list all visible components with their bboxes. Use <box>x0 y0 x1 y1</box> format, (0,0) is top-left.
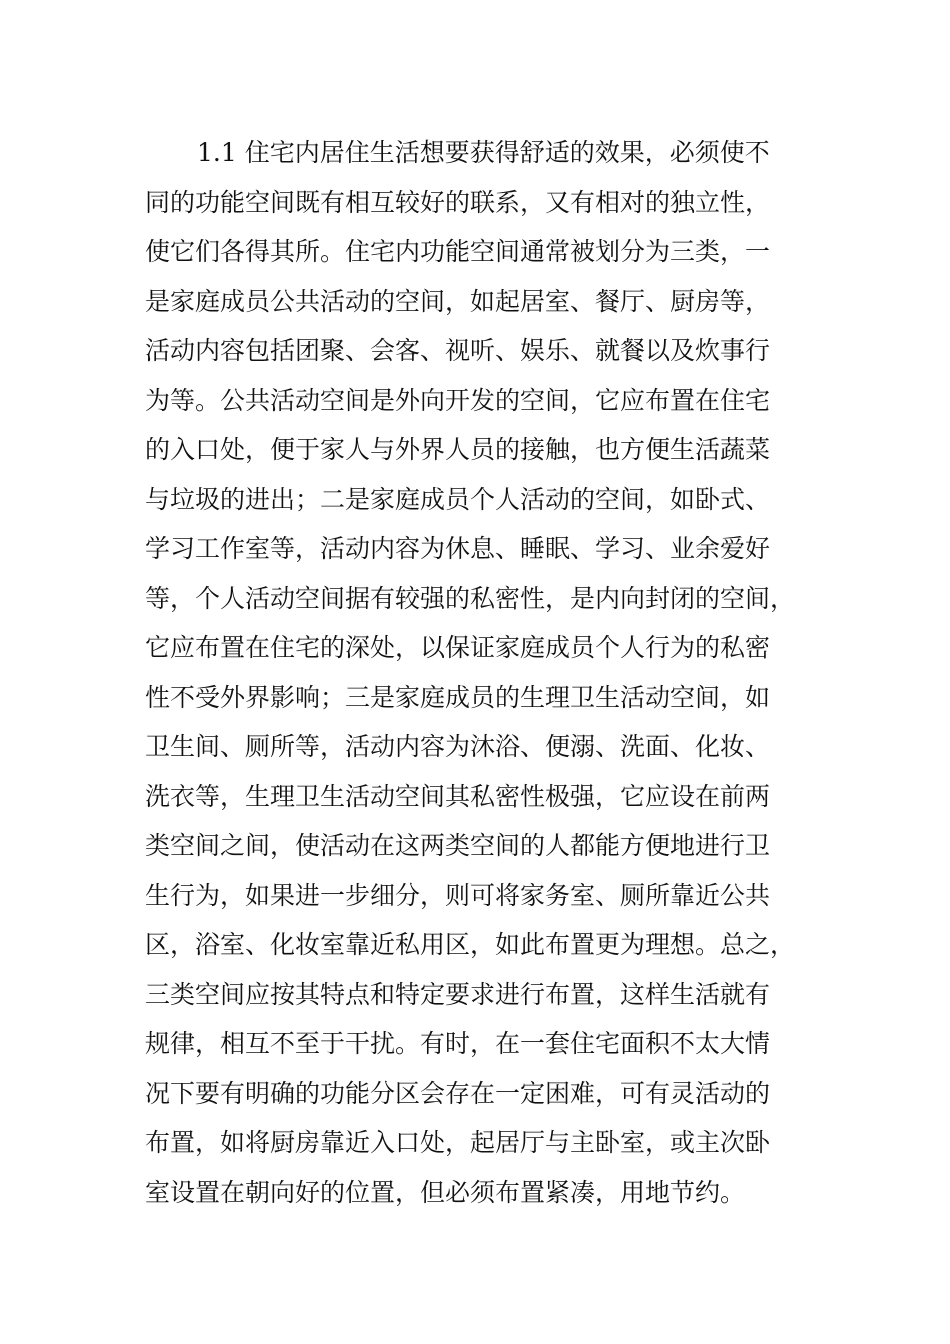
paragraph-line: 室设置在朝向好的位置，但必须布置紧凑，用地节约。 <box>145 1177 746 1207</box>
paragraph-line: 卫生间、厕所等，活动内容为沐浴、便溺、洗面、化妆、 <box>145 732 771 761</box>
paragraph-line: 三类空间应按其特点和特定要求进行布置，这样生活就有 <box>145 979 771 1009</box>
paragraph-line: 生行为，如果进一步细分，则可将家务室、厕所靠近公共 <box>145 880 771 910</box>
paragraph-line: 区，浴室、化妆室靠近私用区，如此布置更为理想。总之， <box>145 930 796 959</box>
body-paragraph <box>145 128 825 1217</box>
paragraph-line: 的入口处，便于家人与外界人员的接触，也方便生活蔬菜 <box>145 435 771 464</box>
paragraph-line: 活动内容包括团聚、会客、视听、娱乐、就餐以及炊事行 <box>145 336 771 365</box>
paragraph-line: 况下要有明确的功能分区会存在一定困难，可有灵活动的 <box>145 1078 771 1108</box>
paragraph-line: 使它们各得其所。住宅内功能空间通常被划分为三类，一 <box>145 237 771 266</box>
paragraph-line: 规律，相互不至于干扰。有时，在一套住宅面积不太大情 <box>145 1029 771 1058</box>
paragraph-line: 为等。公共活动空间是外向开发的空间，它应布置在住宅 <box>145 385 771 415</box>
paragraph-line: 布置，如将厨房靠近入口处，起居厅与主卧室，或主次卧 <box>145 1128 771 1157</box>
paragraph-line: 它应布置在住宅的深处，以保证家庭成员个人行为的私密 <box>145 633 771 662</box>
paragraph-line: 1.1 住宅内居住生活想要获得舒适的效果，必须使不 <box>197 138 770 167</box>
paragraph-line: 同的功能空间既有相互较好的联系，又有相对的独立性， <box>145 187 771 217</box>
paragraph-line: 学习工作室等，活动内容为休息、睡眠、学习、业余爱好 <box>145 534 771 563</box>
paragraph-line: 性不受外界影响；三是家庭成员的生理卫生活动空间，如 <box>145 682 771 712</box>
paragraph-line: 类空间之间，使活动在这两类空间的人都能方便地进行卫 <box>145 831 771 860</box>
paragraph-line: 与垃圾的进出；二是家庭成员个人活动的空间，如卧式、 <box>145 484 771 514</box>
paragraph-line: 是家庭成员公共活动的空间，如起居室、餐厅、厨房等， <box>145 286 771 316</box>
paragraph-line: 洗衣等，生理卫生活动空间其私密性极强，它应设在前两 <box>145 781 771 811</box>
paragraph-line: 等，个人活动空间据有较强的私密性，是内向封闭的空间， <box>145 583 796 613</box>
